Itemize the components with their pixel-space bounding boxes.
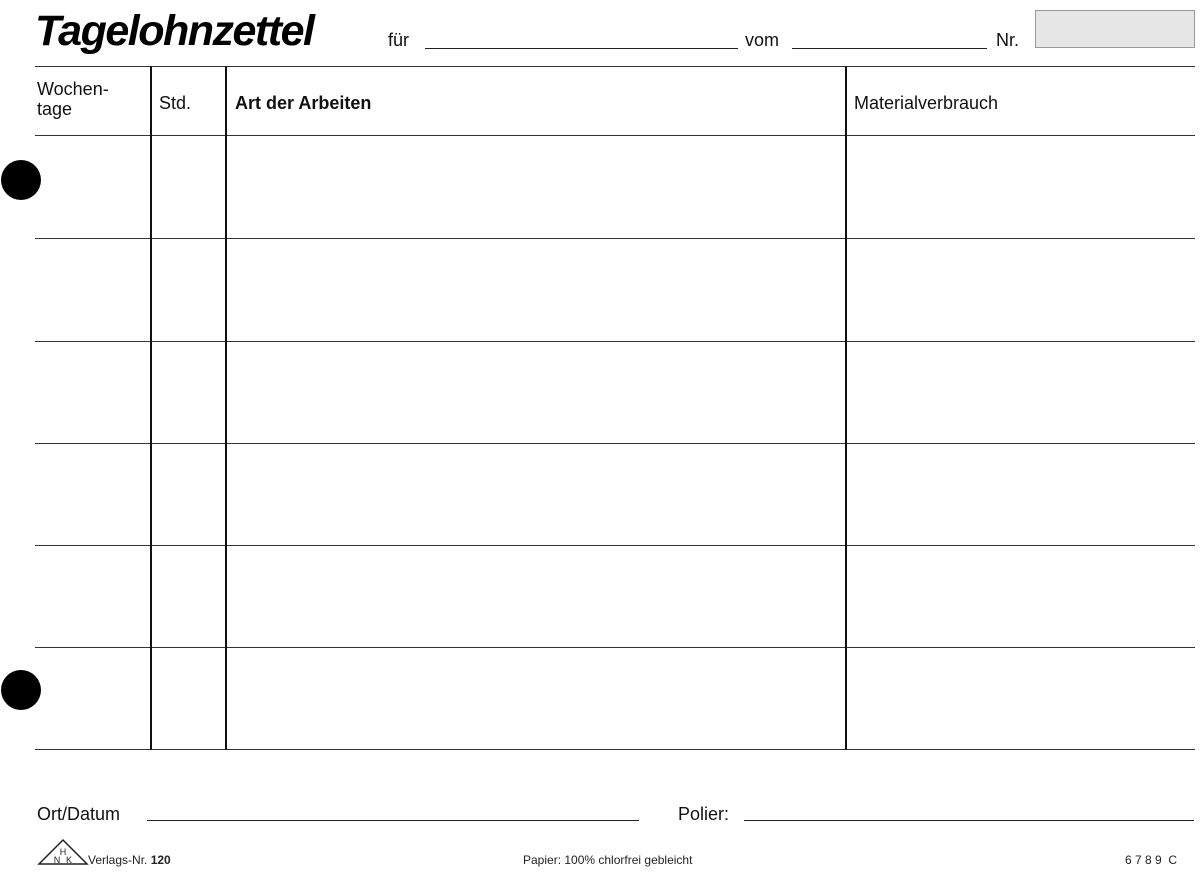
form-title: Tagelohnzettel bbox=[35, 7, 314, 55]
vom-label: vom bbox=[745, 30, 780, 50]
svg-text:K: K bbox=[65, 855, 73, 865]
column-divider bbox=[845, 66, 847, 750]
fuer-field[interactable] bbox=[425, 48, 738, 49]
row-separator bbox=[35, 545, 1195, 546]
row-separator bbox=[35, 647, 1195, 648]
column-divider bbox=[150, 66, 152, 750]
verlags-number: 120 bbox=[150, 853, 171, 867]
polier-field[interactable] bbox=[744, 820, 1194, 821]
verlags-nr bbox=[88, 853, 171, 867]
column-divider bbox=[225, 66, 227, 750]
publisher-logo bbox=[37, 838, 89, 866]
svg-text:H: H bbox=[59, 847, 67, 857]
column-header-std: Std. bbox=[159, 93, 192, 113]
nr-field[interactable] bbox=[1035, 10, 1195, 48]
verlags-prefix: Verlags-Nr. bbox=[88, 853, 148, 867]
svg-text:N: N bbox=[53, 855, 61, 865]
table-header-border bbox=[35, 135, 1195, 136]
nr-label: Nr. bbox=[996, 30, 1020, 50]
table-bottom-border bbox=[35, 749, 1195, 750]
ort-datum-field[interactable] bbox=[147, 820, 639, 821]
fuer-label: für bbox=[388, 30, 410, 50]
polier-label: Polier: bbox=[678, 804, 730, 824]
punch-hole bbox=[1, 160, 41, 200]
row-separator bbox=[35, 238, 1195, 239]
vom-field[interactable] bbox=[792, 48, 987, 49]
paper-note: Papier: 100% chlorfrei gebleicht bbox=[523, 853, 693, 867]
row-separator bbox=[35, 443, 1195, 444]
ort-datum-label: Ort/Datum bbox=[37, 804, 121, 824]
form-code: 6 7 8 9 C bbox=[1125, 853, 1178, 867]
column-header-wochentage: Wochen- tage bbox=[37, 79, 109, 119]
row-separator bbox=[35, 341, 1195, 342]
table-top-border bbox=[35, 66, 1195, 67]
column-header-art-der-arbeiten: Art der Arbeiten bbox=[235, 93, 372, 113]
column-header-materialverbrauch: Materialverbrauch bbox=[854, 93, 999, 113]
punch-hole bbox=[1, 670, 41, 710]
